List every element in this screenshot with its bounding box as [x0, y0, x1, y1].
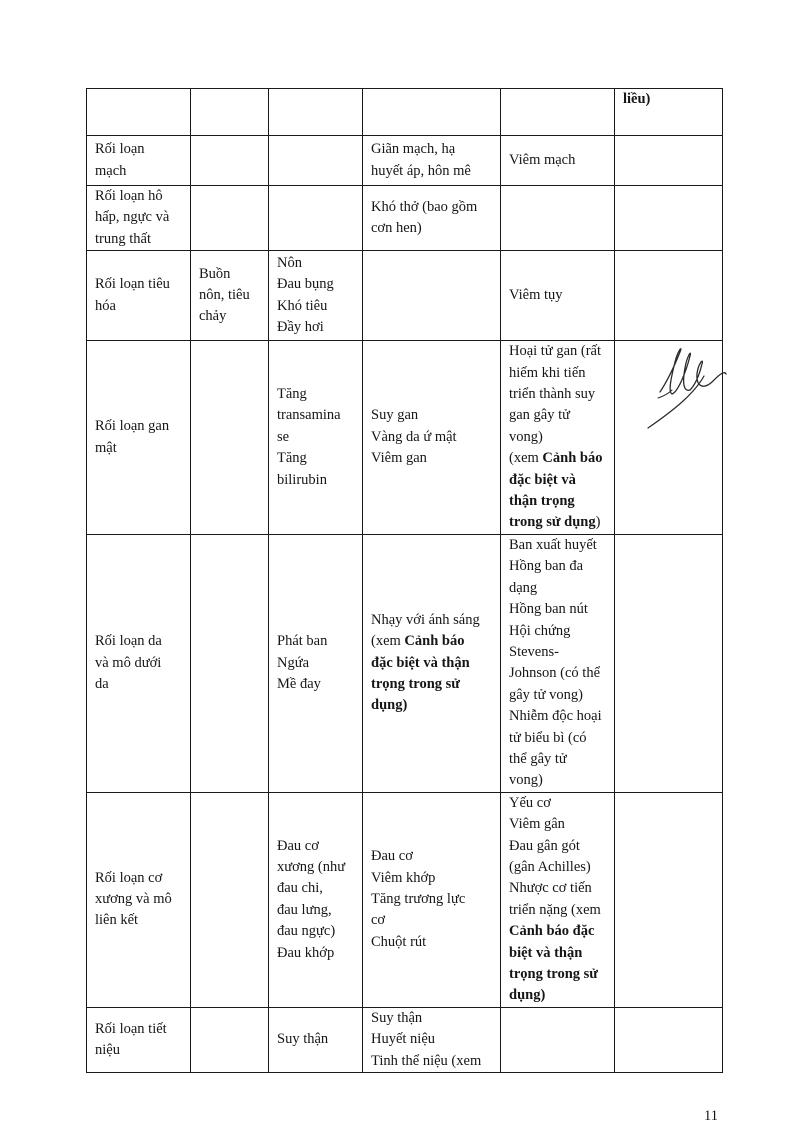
- table-row: [87, 89, 723, 136]
- reaction-cell: [501, 136, 615, 186]
- cell-line: đau chi,: [277, 880, 323, 897]
- reaction-cell: [269, 136, 363, 186]
- reaction-cell: [191, 341, 269, 535]
- cell-line: Đầy hơi: [277, 319, 324, 336]
- table-row: [87, 186, 723, 251]
- cell-line: Stevens-: [509, 643, 559, 660]
- cell-line: Đau khớp: [277, 944, 335, 961]
- cell-line: triển nặng (xem: [509, 901, 601, 918]
- cell-line: hiếm khi tiến: [509, 364, 586, 381]
- table-body: [87, 89, 723, 1073]
- reaction-cell: [501, 186, 615, 251]
- page-number: 11: [704, 1108, 718, 1124]
- cell-line: Tăng: [277, 450, 307, 467]
- cell-line: vong): [509, 428, 543, 445]
- reaction-cell: [615, 251, 723, 341]
- reaction-cell: [501, 534, 615, 792]
- cell-line: Tinh thể niệu (xem: [371, 1052, 482, 1069]
- cell-line: gan gây tử: [509, 407, 571, 424]
- cell-line: [371, 631, 497, 652]
- cell-line: hóa: [95, 297, 116, 314]
- cell-line: Nhiễm độc hoại: [509, 708, 602, 725]
- cell-line: Johnson (có thể: [509, 665, 601, 682]
- cell-line: Giãn mạch, hạ: [371, 141, 456, 158]
- reaction-cell: [501, 792, 615, 1007]
- cell-line: Nhạy với ánh sáng: [371, 611, 480, 628]
- cell-line: Tăng trương lực: [371, 891, 466, 908]
- cell-line: (gân Achilles): [509, 858, 591, 875]
- cell-line: Mề đay: [277, 676, 321, 693]
- cell-line: Rối loạn da: [95, 633, 162, 650]
- reaction-cell: [269, 534, 363, 792]
- bold-text: liều): [623, 91, 651, 107]
- cell-line: Đau cơ: [277, 837, 319, 854]
- reaction-cell: [615, 186, 723, 251]
- organ-system-cell: [87, 186, 191, 251]
- cell-line: Ngứa: [277, 654, 310, 671]
- reaction-cell: [191, 792, 269, 1007]
- cell-line: Viêm mạch: [509, 151, 576, 168]
- table-row: [87, 136, 723, 186]
- reaction-cell: [363, 1007, 501, 1072]
- text-segment: ): [595, 514, 601, 531]
- text-segment: (xem: [509, 450, 543, 467]
- cell-line: [623, 89, 719, 110]
- cell-line: Nhược cơ tiến: [509, 880, 592, 897]
- adverse-reactions-table: [86, 88, 723, 1073]
- cell-line: [509, 491, 611, 512]
- cell-line: cơn hen): [371, 220, 422, 237]
- reaction-cell: [501, 89, 615, 136]
- reaction-cell: [363, 251, 501, 341]
- cell-line: [509, 512, 611, 533]
- bold-text: thận trọng: [509, 493, 575, 510]
- cell-line: Rối loạn hô: [95, 188, 163, 204]
- cell-line: Khó thở (bao gồm: [371, 198, 478, 215]
- cell-line: Khó tiêu: [277, 297, 328, 314]
- cell-line: dạng: [509, 579, 538, 596]
- handwritten-signature: [640, 338, 732, 438]
- reaction-cell: [269, 1007, 363, 1072]
- organ-system-cell: [87, 341, 191, 535]
- reaction-cell: [269, 251, 363, 341]
- cell-line: Đau bụng: [277, 276, 334, 293]
- cell-line: Yếu cơ: [509, 794, 551, 811]
- bold-text: Cảnh báo: [542, 450, 603, 467]
- organ-system-cell: [87, 251, 191, 341]
- cell-line: [371, 674, 497, 695]
- reaction-cell: [615, 136, 723, 186]
- table-row: [87, 534, 723, 792]
- reaction-cell: [501, 251, 615, 341]
- cell-line: [371, 695, 497, 716]
- reaction-cell: [615, 89, 723, 136]
- cell-line: chảy: [199, 308, 227, 325]
- cell-line: Suy thận: [277, 1031, 329, 1048]
- organ-system-cell: [87, 89, 191, 136]
- cell-line: Hồng ban nút: [509, 601, 588, 618]
- reaction-cell: [363, 136, 501, 186]
- reaction-cell: [363, 792, 501, 1007]
- cell-line: hấp, ngực và: [95, 209, 170, 226]
- reaction-cell: [615, 1007, 723, 1072]
- cell-line: liên kết: [95, 912, 139, 929]
- cell-line: [509, 985, 611, 1006]
- reaction-cell: [269, 186, 363, 251]
- bold-text: đặc biệt và: [509, 471, 576, 488]
- cell-line: Suy thận: [371, 1009, 423, 1026]
- reaction-cell: [269, 792, 363, 1007]
- reaction-cell: [191, 251, 269, 341]
- cell-line: Tăng: [277, 386, 307, 403]
- cell-line: [509, 921, 611, 942]
- cell-line: mật: [95, 439, 117, 456]
- cell-line: [509, 964, 611, 985]
- bold-text: Cảnh báo: [404, 633, 465, 650]
- cell-line: Chuột rút: [371, 933, 427, 950]
- cell-line: Phát ban: [277, 633, 328, 650]
- reaction-cell: [363, 341, 501, 535]
- reaction-cell: [363, 89, 501, 136]
- cell-line: Hoại tử gan (rất: [509, 343, 602, 360]
- cell-line: Rối loạn: [95, 141, 145, 158]
- cell-line: niệu: [95, 1041, 120, 1058]
- reaction-cell: [363, 534, 501, 792]
- reaction-cell: [615, 534, 723, 792]
- cell-line: Nôn: [277, 254, 302, 271]
- bold-text: trọng trong sử: [509, 966, 598, 982]
- cell-line: Rối loạn tiêu: [95, 276, 170, 293]
- reaction-cell: [191, 186, 269, 251]
- cell-line: [509, 943, 611, 964]
- cell-line: Huyết niệu: [371, 1031, 436, 1048]
- reaction-cell: [501, 1007, 615, 1072]
- bold-text: dụng): [371, 697, 408, 714]
- cell-line: Vàng da ứ mật: [371, 428, 457, 445]
- cell-line: Viêm gan: [371, 450, 427, 467]
- cell-line: Hội chứng: [509, 622, 571, 639]
- reaction-cell: [501, 341, 615, 535]
- organ-system-cell: [87, 136, 191, 186]
- bold-text: trong sử dụng: [509, 514, 596, 531]
- reaction-cell: [363, 186, 501, 251]
- cell-line: [509, 448, 611, 469]
- bold-text: biệt và thận: [509, 944, 583, 961]
- cell-line: trung thất: [95, 230, 151, 247]
- cell-line: Đau gân gót: [509, 837, 580, 854]
- cell-line: xương (như: [277, 858, 346, 875]
- cell-line: đau lưng,: [277, 901, 332, 918]
- cell-line: Rối loạn gan: [95, 418, 170, 435]
- cell-line: vong): [509, 772, 543, 789]
- reaction-cell: [191, 89, 269, 136]
- cell-line: nôn, tiêu: [199, 287, 250, 304]
- cell-line: Buồn: [199, 265, 231, 282]
- reaction-cell: [191, 136, 269, 186]
- cell-line: xương và mô: [95, 891, 172, 908]
- cell-line: Hồng ban đa: [509, 558, 584, 575]
- cell-line: Đau cơ: [371, 848, 413, 865]
- reaction-cell: [191, 534, 269, 792]
- cell-line: Ban xuất huyết: [509, 536, 597, 553]
- bold-text: trọng trong sử: [371, 676, 460, 693]
- cell-line: Suy gan: [371, 407, 419, 424]
- text-segment: (xem: [371, 633, 405, 650]
- cell-line: cơ: [371, 912, 386, 929]
- cell-line: thể gây tử: [509, 750, 567, 767]
- cell-line: Rối loạn cơ: [95, 869, 163, 886]
- table-row: [87, 341, 723, 535]
- reaction-cell: [269, 89, 363, 136]
- cell-line: Viêm tụy: [509, 287, 563, 304]
- reaction-cell: [615, 792, 723, 1007]
- bold-text: đặc biệt và thận: [371, 654, 470, 671]
- cell-line: Viêm khớp: [371, 869, 436, 886]
- cell-line: [371, 653, 497, 674]
- cell-line: transamina: [277, 407, 341, 424]
- cell-line: gây tử vong): [509, 686, 583, 703]
- organ-system-cell: [87, 792, 191, 1007]
- cell-line: triển thành suy: [509, 386, 596, 403]
- cell-line: mạch: [95, 162, 127, 179]
- cell-line: đau ngực): [277, 923, 336, 940]
- organ-system-cell: [87, 534, 191, 792]
- cell-line: tử biểu bì (có: [509, 729, 587, 746]
- cell-line: da: [95, 676, 109, 693]
- table-row: [87, 251, 723, 341]
- reaction-cell: [269, 341, 363, 535]
- table-row: [87, 792, 723, 1007]
- organ-system-cell: [87, 1007, 191, 1072]
- table-row: [87, 1007, 723, 1072]
- cell-line: và mô dưới: [95, 654, 162, 671]
- bold-text: Cảnh báo đặc: [509, 923, 595, 940]
- bold-text: dụng): [509, 987, 546, 1004]
- cell-line: Viêm gân: [509, 816, 565, 833]
- reaction-cell: [191, 1007, 269, 1072]
- cell-line: bilirubin: [277, 471, 327, 488]
- cell-line: huyết áp, hôn mê: [371, 162, 471, 179]
- cell-line: [509, 470, 611, 491]
- cell-line: Rối loạn tiết: [95, 1020, 167, 1037]
- cell-line: se: [277, 428, 290, 445]
